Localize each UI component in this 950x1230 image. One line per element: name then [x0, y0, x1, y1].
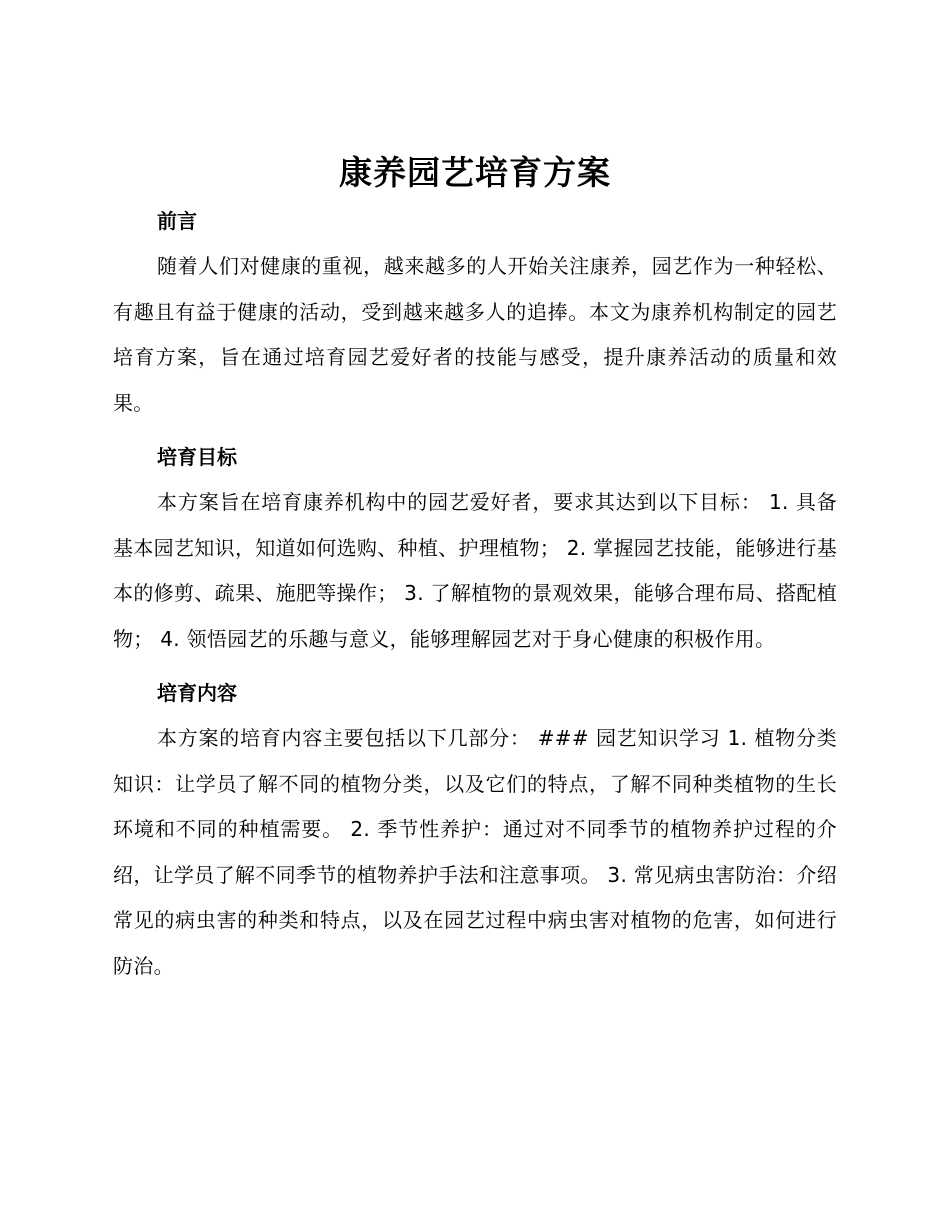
- section-body-content: 本方案的培育内容主要包括以下几部分： ### 园艺知识学习 1. 植物分类知识：让学员了解不同的植物分类，以及它们的特点，了解不同种类植物的生长环境和不同的种植需要。 2. 季节性养护：通过对不同季节的植物养护过程的介绍，让学员了解不同季节的植物养护手法和注意事项。 3. 常见病虫害防治：介绍常见的病虫害的种类和特点，以及在园艺过程中病虫害对植物的危害，如何进行防治。: [113, 726, 837, 978]
- document-title: 康养园艺培育方案: [339, 153, 611, 192]
- section-body-preface: 随着人们对健康的重视，越来越多的人开始关注康养，园艺作为一种轻松、有趣且有益于健康的活动，受到越来越多人的追捧。本文为康养机构制定的园艺培育方案，旨在通过培育园艺爱好者的技能与感受，提升康养活动的质量和效果。: [113, 254, 837, 415]
- section-heading-goals: 培育目标: [157, 445, 237, 469]
- section-heading-preface: 前言: [157, 209, 197, 233]
- section-body-goals: 本方案旨在培育康养机构中的园艺爱好者，要求其达到以下目标： 1. 具备基本园艺知识，知道如何选购、种植、护理植物； 2. 掌握园艺技能，能够进行基本的修剪、疏果、施肥等操作； 3. 了解植物的景观效果，能够合理布局、搭配植物； 4. 领悟园艺的乐趣与意义，能够理解园艺对于身心健康的积极作用。: [113, 490, 837, 651]
- section-heading-content: 培育内容: [157, 681, 237, 705]
- document-page: [113, 148, 837, 997]
